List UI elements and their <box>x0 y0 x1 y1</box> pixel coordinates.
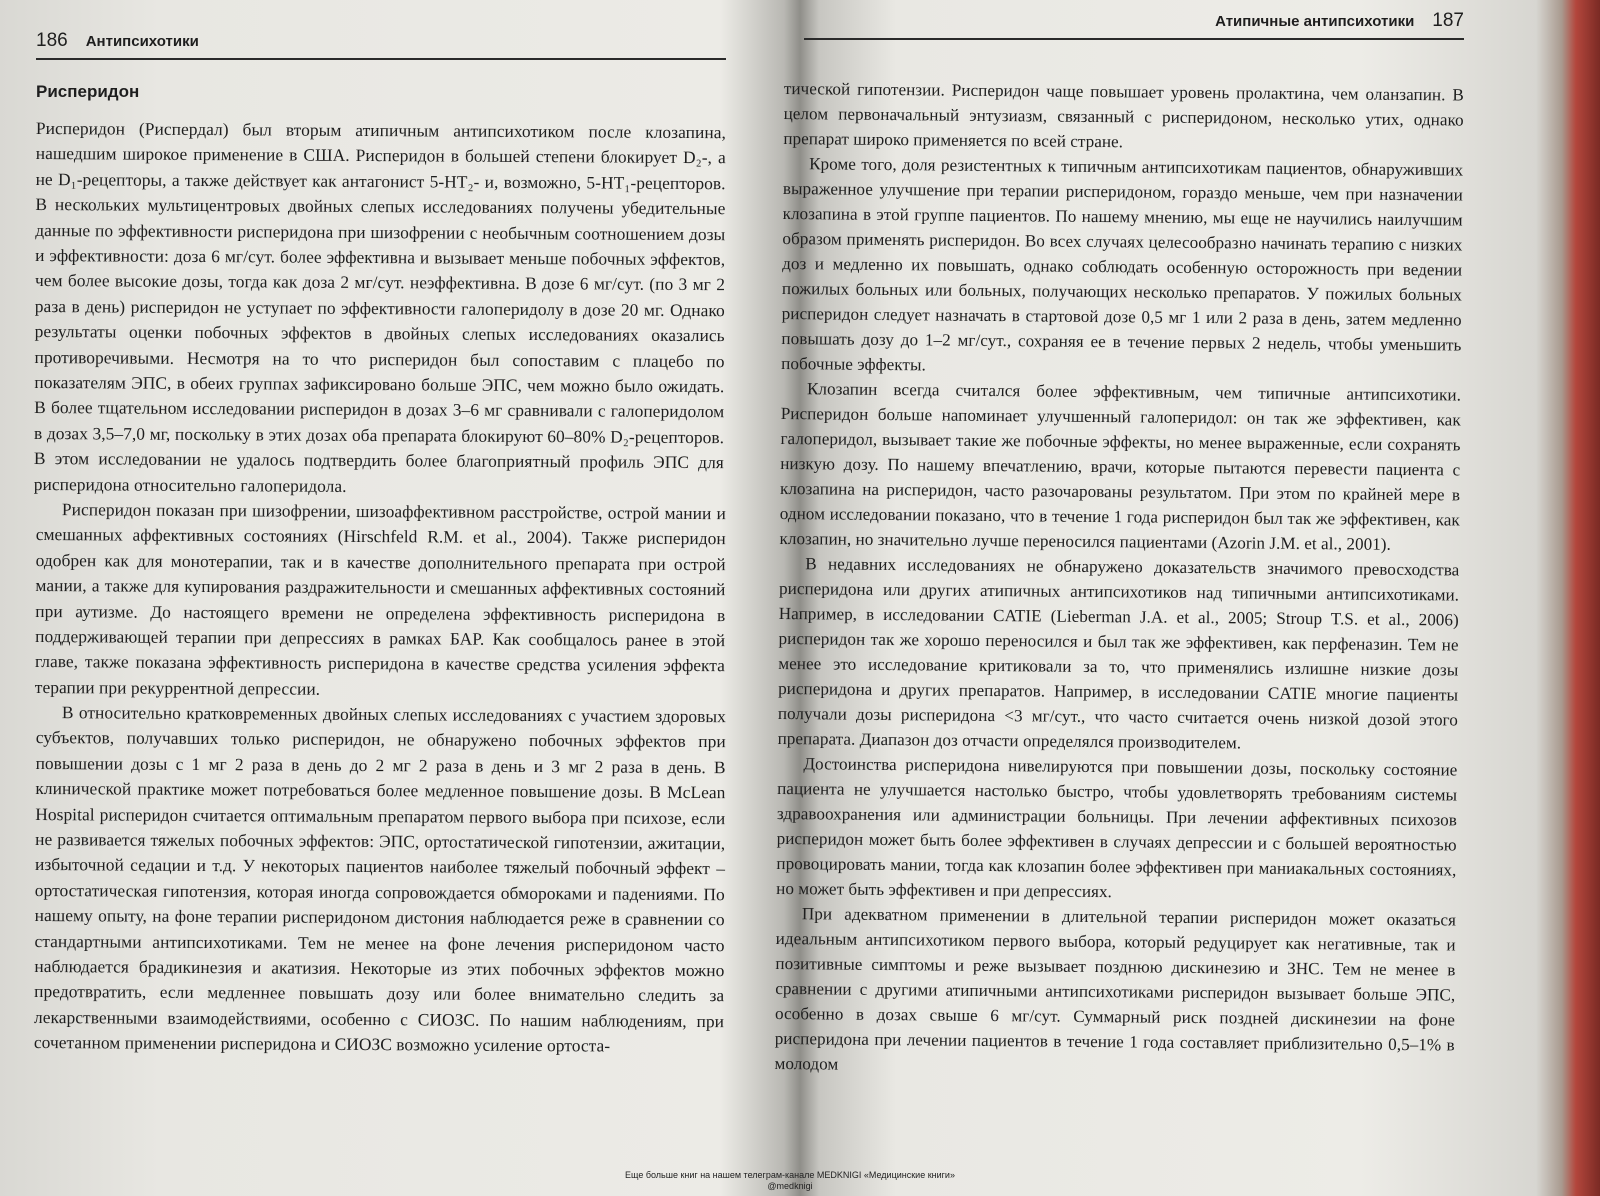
left-header-title: Антипсихотики <box>85 33 199 50</box>
left-body-text <box>33 116 726 1057</box>
paragraph: В недавних исследованиях не обнаружено доказательств значимого превосходства рисперидона или других атипичных антипсихотиков над типичными антипсихотиками. Например, в исследовании CATIE (Lieberman J.A. et al., 2005; Stroup T.S. et al., 2006) рисперидон так же хорошо переносился и был так же эффективен, как перфеназин. Тем не менее это исследование критиковали за то, что применялись излишне низкие дозы рисперидона и других препаратов. Например, в исследовании CATIE многие пациенты получали дозы рисперидона <3 мг/сут., что часто считается очень низкой дозой этого препарата. Диапазон доз отчасти определялся производителем. <box>777 554 1460 753</box>
footer-handle: @medknigi <box>767 1181 813 1191</box>
left-running-head <box>36 30 726 60</box>
paragraph: В относительно кратковременных двойных слепых исследованиях с участием здоровых субъектов, получавших только рисперидон, не обнаружено побочных эффектов при повышении дозы с 1 мг 2 раза в день до 2 мг 2 раза в день и 3 мг 2 раза в день. В клинической практике может потребоваться более медленное повышение дозы. В McLean Hospital рисперидон считается оптимальным препаратом первого выбора при психозе, если не развивается тяжелых побочных эффектов: ЭПС, ортостатической гипотензии, ажитации, избыточной седации и т.д. У некоторых пациентов наиболее тяжелый побочный эффект – ортостатическая гипотензия, которая иногда сопровождается обмороками и падениями. По нашему опыту, на фоне терапии рисперидоном дистония наблюдается реже в сравнении со стандартными антипсихотиками. Тем не менее на фоне лечения рисперидоном часто наблюдается брадикинезия и акатизия. Некоторые из этих побочных эффектов можно предотвратить, если медленнее повышать дозу или более внимательно следить за лекарственными взаимодействиями, особенно с СИОЗС. По нашим наблюдениям, при сочетанном применении рисперидона и СИОЗС возможно усиление ортоста- <box>33 702 726 1057</box>
watermark-footer <box>540 1170 1040 1192</box>
paragraph: тической гипотензии. Рисперидон чаще повышает уровень пролактина, чем оланзапин. В целом первоначальный энтузиазм, связанный с рисперидоном, несколько утих, однако препарат широко применяется по всей стране. <box>783 78 1464 152</box>
paragraph: При адекватном применении в длительной терапии рисперидон может оказаться идеальным антипсихотиком первого выбора, который редуцирует как негативные, так и позитивные симптомы и реже вызывает позднюю дискинезию и ЗНС. Тем не менее в сравнении с другими атипичными антипсихотиками рисперидон вызывает больше ЭПС, особенно в дозах свыше 6 мг/сут. Суммарный риск поздней дискинезии на фоне рисперидона при лечении пациентов в течение 1 года составляет приблизительно 0,5–1% в молодом <box>774 904 1457 1074</box>
right-page <box>774 10 1464 1076</box>
paragraph: Кроме того, доля резистентных к типичным антипсихотикам пациентов, обнаруживших выраженное улучшение при терапии рисперидоном, гораздо меньше, чем при назначении клозапина в этой группе пациентов. По нашему мнению, мы еще не научились наилучшим образом применять рисперидон. Во всех случаях целесообразно начинать терапию с низких доз и медленно их повышать, однако соблюдать особенную осторожность при ведении пожилых больных или больных, получающих несколько препаратов. У пожилых больных рисперидон следует назначать в стартовой дозе 0,5 мг 1 или 2 раза в день, затем медленно повышать дозу до 1–2 мг/сут., сохраняя ее в течение первых 2 недель, чтобы уменьшить побочные эффекты. <box>781 154 1464 375</box>
left-page <box>33 30 726 1057</box>
footer-line: Еще больше книг на нашем телеграм-канале MEDKNIGI «Медицинские книги» <box>625 1170 955 1180</box>
right-running-head <box>804 10 1464 40</box>
section-title: Рисперидон <box>36 82 140 101</box>
paragraph: Достоинства рисперидона нивелируются при повышении дозы, поскольку состояние пациента не улучшается настолько быстро, чтобы удовлетворять требованиям системы здравоохранения или администрации больницы. При лечении аффективных психозов рисперидон может быть более эффективен в случаях депрессии и с большей вероятностью провоцировать мании, тогда как клозапин более эффективен при маниакальных состояниях, но может быть эффективен и при депрессиях. <box>776 754 1458 902</box>
right-header-title: Атипичные антипсихотики <box>1215 13 1415 30</box>
left-page-number: 186 <box>36 30 68 51</box>
paragraph: Рисперидон (Риспердал) был вторым атипичным антипсихотиком после клозапина, нашедшим широкое применение в США. Рисперидон в большей степени блокирует D₂-, а не D₁-рецепторы, а также действует как антагонист 5-HT₂- и, возможно, 5-HT₁-рецепторов. В нескольких мультицентровых двойных слепых исследованиях получены убедительные данные по эффективности рисперидона при шизофрении с необычным соотношением дозы и эффективности: доза 6 мг/сут. более эффективна и вызывает меньше побочных эффектов, чем более высокие дозы, тогда как доза 2 мг/сут. неэффективна. В дозе 6 мг/сут. (по 3 мг 2 раза в день) рисперидон не уступает по эффективности галоперидолу в дозе 20 мг. Однако результаты оценки побочных эффектов в двойных слепых исследованиях оказались противоречивыми. Несмотря на то что рисперидон был сопоставим с плацебо по показателям ЭПС, в обеих группах зафиксировано больше ЭПС, чем можно было ожидать. В более тщательном исследовании рисперидон в дозах 3–6 мг сравнивали с галоперидолом в дозах 3,5–7,0 мг, поскольку в этих дозах оба препарата блокируют 60–80% D₂-рецепторов. В этом исследовании не удалось подтвердить более благоприятный профиль ЭПС для рисперидона относительно галоперидола. <box>33 117 726 496</box>
right-page-number: 187 <box>1432 10 1464 31</box>
paragraph: Клозапин всегда считался более эффективным, чем типичные антипсихотики. Рисперидон больше напоминает улучшенный галоперидол: он так же эффективен, как галоперидол, вызывает такие же побочные эффекты, но менее выраженные, если сохранять низкую дозу. По нашему впечатлению, врачи, которые пытаются перевести пациента с клозапина на рисперидон, часто разочарованы результатом. При этом по крайней мере в одном исследовании показано, что в течение 1 года рисперидон был так же эффективен, как клозапин, но значительно лучше переносился пациентами (Azorin J.M. et al., 2001). <box>779 379 1462 554</box>
paragraph: Рисперидон показан при шизофрении, шизоаффективном расстройстве, острой мании и смешанных аффективных состояниях (Hirschfeld R.M. et al., 2004). Также рисперидон одобрен как для монотерапии, так и в качестве дополнительного препарата при острой мании, а также для купирования раздражительности и смешанных аффективных состояний при аутизме. До настоящего времени не определена эффективность рисперидона в поддерживающей терапии при депрессиях в рамках БАР. Как сообщалось ранее в этой главе, также показана эффективность рисперидона в качестве средства усиления эффекта терапии при рекуррентной депрессии. <box>34 499 726 699</box>
right-body-text <box>774 76 1464 1082</box>
